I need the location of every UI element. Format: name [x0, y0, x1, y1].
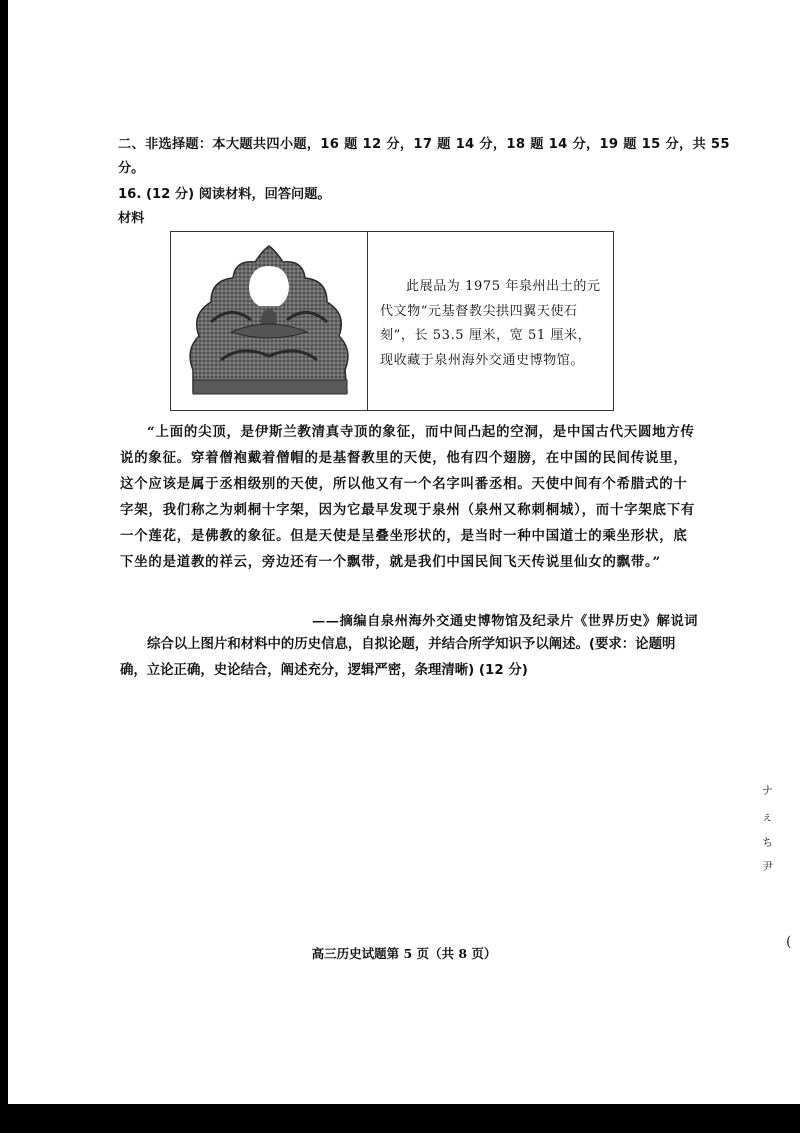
material-quote: “上面的尖顶，是伊斯兰教清真寺顶的象征，而中间凸起的空洞，是中国古代天圆地方传说的象征。穿着僧袍戴着僧帽的是基督教里的天使，他有四个翅膀，在中国的民间传说里，这个应该是属于丞相级别的天使，所以他又有一个名字叫番丞相。天使中间有个希腊式的十字架，我们称之为刺桐十字架，因为它最早发现于泉州（泉州又称刺桐城），而十字架底下有一个莲花，是佛教的象征。但是天使是呈叠坐形状的，是当时一种中国道士的乘坐形状，底下坐的是道教的祥云，旁边还有一个飘带，就是我们中国民间飞天传说里仙女的飘带。” [120, 424, 696, 570]
question-task: 综合以上图片和材料中的历史信息，自拟论题，并结合所学知识予以阐述。(要求：论题明确，立论正确，史论结合，阐述充分，逻辑严密，条理清晰) (12 分) [120, 637, 676, 678]
exhibit-caption: 此展品为 1975 年泉州出土的元代文物“元基督教尖拱四翼天使石刻”，长 53.5 厘米，宽 51 厘米，现收藏于泉州海外交通史博物馆。 [380, 279, 601, 368]
exhibit-caption-cell [368, 232, 613, 410]
material-label: 材料 [118, 211, 145, 226]
question-number: 16. (12 分) 阅读材料，回答问题。 [118, 187, 331, 202]
exam-page [8, 0, 800, 1104]
stone-carving-image [171, 232, 367, 410]
margin-mark-1: ナ [762, 784, 773, 797]
margin-mark-5: ( [786, 934, 792, 950]
exhibit-image-cell [171, 232, 368, 410]
margin-mark-4: 尹 [762, 860, 773, 873]
section-header-line2: 分。 [118, 161, 145, 176]
margin-mark-2: ぇ [762, 810, 773, 823]
page-footer: 高三历史试题第 5 页（共 8 页） [311, 946, 497, 961]
margin-mark-3: ち [762, 836, 773, 849]
material-source: ——摘编自泉州海外交通史博物馆及纪录片《世界历史》解说词 [312, 614, 699, 629]
section-header-line1: 二、非选择题：本大题共四小题，16 题 12 分，17 题 14 分，18 题 14 分，19 题 15 分，共 55 [118, 137, 730, 152]
material-exhibit-box [170, 231, 614, 411]
